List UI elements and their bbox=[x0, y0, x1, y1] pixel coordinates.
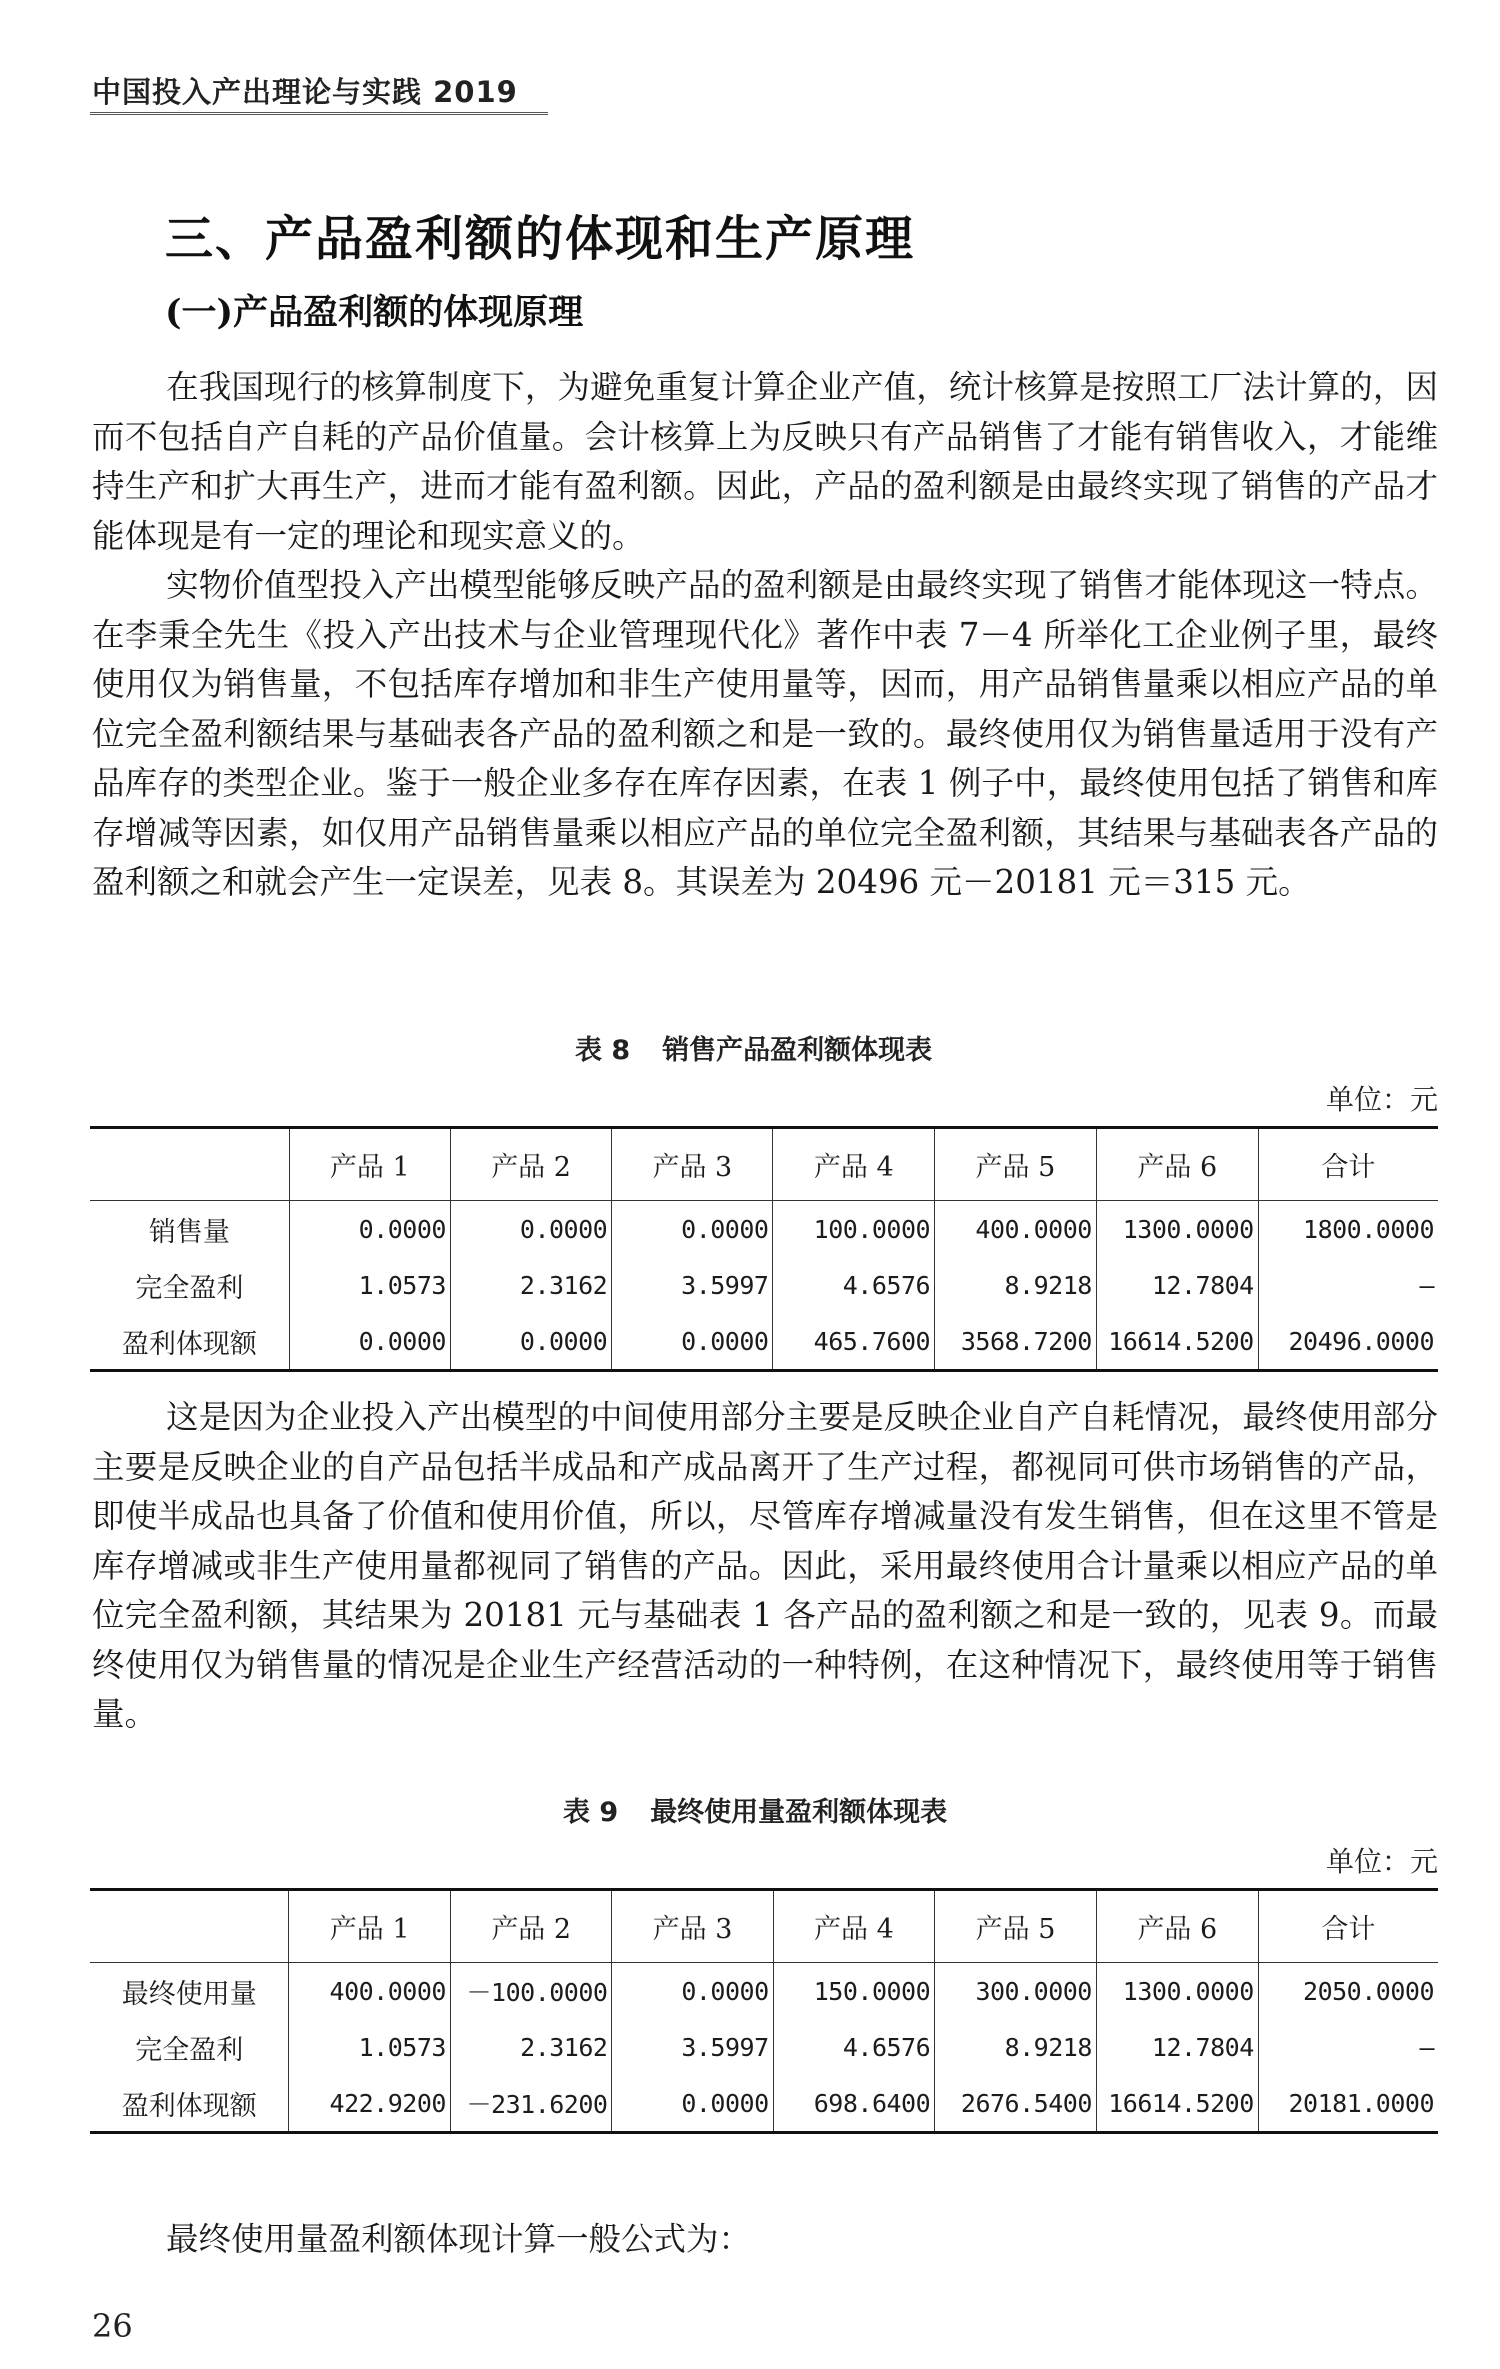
table-cell: 698.6400 bbox=[773, 2075, 935, 2133]
table-cell: 465.7600 bbox=[773, 1313, 935, 1371]
table9 bbox=[90, 1888, 1438, 2134]
table9-number: 表 9 bbox=[563, 1797, 619, 1828]
row-label: 完全盈利 bbox=[135, 1272, 244, 1304]
row-label: 盈利体现额 bbox=[121, 1328, 257, 1360]
table-cell: — bbox=[1258, 2019, 1438, 2075]
table-cell: 1300.0000 bbox=[1096, 1963, 1258, 2020]
page-number: 26 bbox=[92, 2307, 133, 2345]
table-cell: 3.5997 bbox=[612, 2019, 773, 2075]
table-cell: 0.0000 bbox=[612, 2075, 773, 2133]
table-cell: 12.7804 bbox=[1096, 1257, 1258, 1313]
table-cell: 2050.0000 bbox=[1258, 1963, 1438, 2020]
table-cell: 4.6576 bbox=[773, 1257, 935, 1313]
table-cell: 0.0000 bbox=[450, 1201, 611, 1258]
table8-title: 销售产品盈利额体现表 bbox=[662, 1035, 933, 1066]
table-cell: 1.0573 bbox=[289, 1257, 450, 1313]
table8-column-header: 产品 1 bbox=[289, 1128, 450, 1201]
table9-caption bbox=[563, 1790, 947, 1829]
table9-header-row bbox=[90, 1890, 1438, 1963]
table-cell: 4.6576 bbox=[773, 2019, 935, 2075]
table9-column-header: 产品 6 bbox=[1096, 1890, 1258, 1963]
table-cell: 2.3162 bbox=[450, 2019, 612, 2075]
table9-column-header: 产品 2 bbox=[450, 1890, 612, 1963]
running-head: 中国投入产出理论与实践 2019 bbox=[92, 75, 518, 109]
table-row bbox=[90, 1963, 1438, 2020]
table-cell: 16614.5200 bbox=[1096, 1313, 1258, 1371]
paragraph-2: 实物价值型投入产出模型能够反映产品的盈利额是由最终实现了销售才能体现这一特点。在李秉全先生《投入产出技术与企业管理现代化》著作中表 7－4 所举化工企业例子里，最终使用仅为销售量，不包括库存增加和非生产使用量等，因而，用产品销售量乘以相应产品的单位完全盈利额结果与基础表各产品的盈利额之和是一致的。最终使用仅为销售量适用于没有产品库存的类型企业。鉴于一般企业多存在库存因素，在表 1 例子中，最终使用包括了销售和库存增减等因素，如仅用产品销售量乘以相应产品的单位完全盈利额，其结果与基础表各产品的盈利额之和就会产生一定误差，见表 8。其误差为 20496 元－20181 元＝315 元。 bbox=[92, 566, 1438, 901]
table-cell: 422.9200 bbox=[289, 2075, 451, 2133]
table8-column-header: 合计 bbox=[1258, 1128, 1438, 1201]
table-cell: — bbox=[1258, 1257, 1438, 1313]
table9-column-header: 合计 bbox=[1258, 1890, 1438, 1963]
table-cell: －231.6200 bbox=[450, 2075, 612, 2133]
table-cell: 150.0000 bbox=[773, 1963, 935, 2020]
table-row bbox=[90, 2075, 1438, 2133]
table8-header-row bbox=[90, 1128, 1438, 1201]
table-cell: 1300.0000 bbox=[1096, 1201, 1258, 1258]
table-cell: 16614.5200 bbox=[1096, 2075, 1258, 2133]
table-cell: 20181.0000 bbox=[1258, 2075, 1438, 2133]
table8-caption bbox=[575, 1028, 932, 1067]
table-cell: 12.7804 bbox=[1096, 2019, 1258, 2075]
table8-column-header: 产品 2 bbox=[450, 1128, 611, 1201]
table8 bbox=[90, 1126, 1438, 1372]
table-cell: 8.9218 bbox=[935, 1257, 1097, 1313]
table-cell: 3568.7200 bbox=[935, 1313, 1097, 1371]
table-cell: 0.0000 bbox=[289, 1313, 450, 1371]
table9-column-header: 产品 4 bbox=[773, 1890, 935, 1963]
table8-column-header: 产品 6 bbox=[1096, 1128, 1258, 1201]
table-cell: 0.0000 bbox=[289, 1201, 450, 1258]
table-row bbox=[90, 1201, 1438, 1258]
running-head-rule bbox=[90, 112, 548, 115]
table-cell: 400.0000 bbox=[289, 1963, 451, 2020]
table9-column-header: 产品 5 bbox=[935, 1890, 1097, 1963]
row-label: 最终使用量 bbox=[121, 1978, 257, 2010]
table-cell: 1800.0000 bbox=[1258, 1201, 1438, 1258]
table-row bbox=[90, 1313, 1438, 1371]
table-cell: 0.0000 bbox=[612, 1201, 773, 1258]
table-cell: 0.0000 bbox=[612, 1313, 773, 1371]
table-cell: 2676.5400 bbox=[935, 2075, 1097, 2133]
table-cell: 3.5997 bbox=[612, 1257, 773, 1313]
row-label: 完全盈利 bbox=[135, 2034, 244, 2066]
subsection-title: (一)产品盈利额的体现原理 bbox=[165, 292, 584, 333]
table-cell: 300.0000 bbox=[935, 1963, 1097, 2020]
table9-column-header: 产品 3 bbox=[612, 1890, 773, 1963]
table8-column-header: 产品 3 bbox=[612, 1128, 773, 1201]
row-label: 盈利体现额 bbox=[121, 2090, 257, 2122]
table-cell: 100.0000 bbox=[773, 1201, 935, 1258]
section-title: 三、产品盈利额的体现和生产原理 bbox=[165, 211, 916, 267]
table-row bbox=[90, 1257, 1438, 1313]
table-cell: 400.0000 bbox=[935, 1201, 1097, 1258]
paragraph-4: 最终使用量盈利额体现计算一般公式为： bbox=[166, 2220, 752, 2258]
table8-header-corner bbox=[90, 1128, 289, 1201]
table8-column-header: 产品 4 bbox=[773, 1128, 935, 1201]
table-cell: 2.3162 bbox=[450, 1257, 611, 1313]
table-cell: 0.0000 bbox=[612, 1963, 773, 2020]
table-cell: 20496.0000 bbox=[1258, 1313, 1438, 1371]
table-cell: －100.0000 bbox=[450, 1963, 612, 2020]
paragraph-1: 在我国现行的核算制度下，为避免重复计算企业产值，统计核算是按照工厂法计算的，因而不包括自产自耗的产品价值量。会计核算上为反映只有产品销售了才能有销售收入，才能维持生产和扩大再生产，进而才能有盈利额。因此，产品的盈利额是由最终实现了销售的产品才能体现是有一定的理论和现实意义的。 bbox=[92, 368, 1438, 555]
table9-column-header: 产品 1 bbox=[289, 1890, 451, 1963]
table9-unit: 单位：元 bbox=[1325, 1845, 1438, 1878]
table-cell: 1.0573 bbox=[289, 2019, 451, 2075]
paragraph-3: 这是因为企业投入产出模型的中间使用部分主要是反映企业自产自耗情况，最终使用部分主要是反映企业的自产品包括半成品和产成品离开了生产过程，都视同可供市场销售的产品，即使半成品也具备了价值和使用价值，所以，尽管库存增减量没有发生销售，但在这里不管是库存增减或非生产使用量都视同了销售的产品。因此，采用最终使用合计量乘以相应产品的单位完全盈利额，其结果为 20181 元与基础表 1 各产品的盈利额之和是一致的，见表 9。而最终使用仅为销售量的情况是企业生产经营活动的一种特例，在这种情况下，最终使用等于销售量。 bbox=[92, 1398, 1438, 1733]
row-label: 销售量 bbox=[148, 1216, 230, 1248]
table-cell: 8.9218 bbox=[935, 2019, 1097, 2075]
table-row bbox=[90, 2019, 1438, 2075]
table-cell: 0.0000 bbox=[450, 1313, 611, 1371]
table8-unit: 单位：元 bbox=[1325, 1083, 1438, 1116]
table8-number: 表 8 bbox=[575, 1035, 631, 1066]
table9-header-corner bbox=[90, 1890, 289, 1963]
table8-column-header: 产品 5 bbox=[935, 1128, 1097, 1201]
table9-title: 最终使用量盈利额体现表 bbox=[650, 1797, 948, 1828]
